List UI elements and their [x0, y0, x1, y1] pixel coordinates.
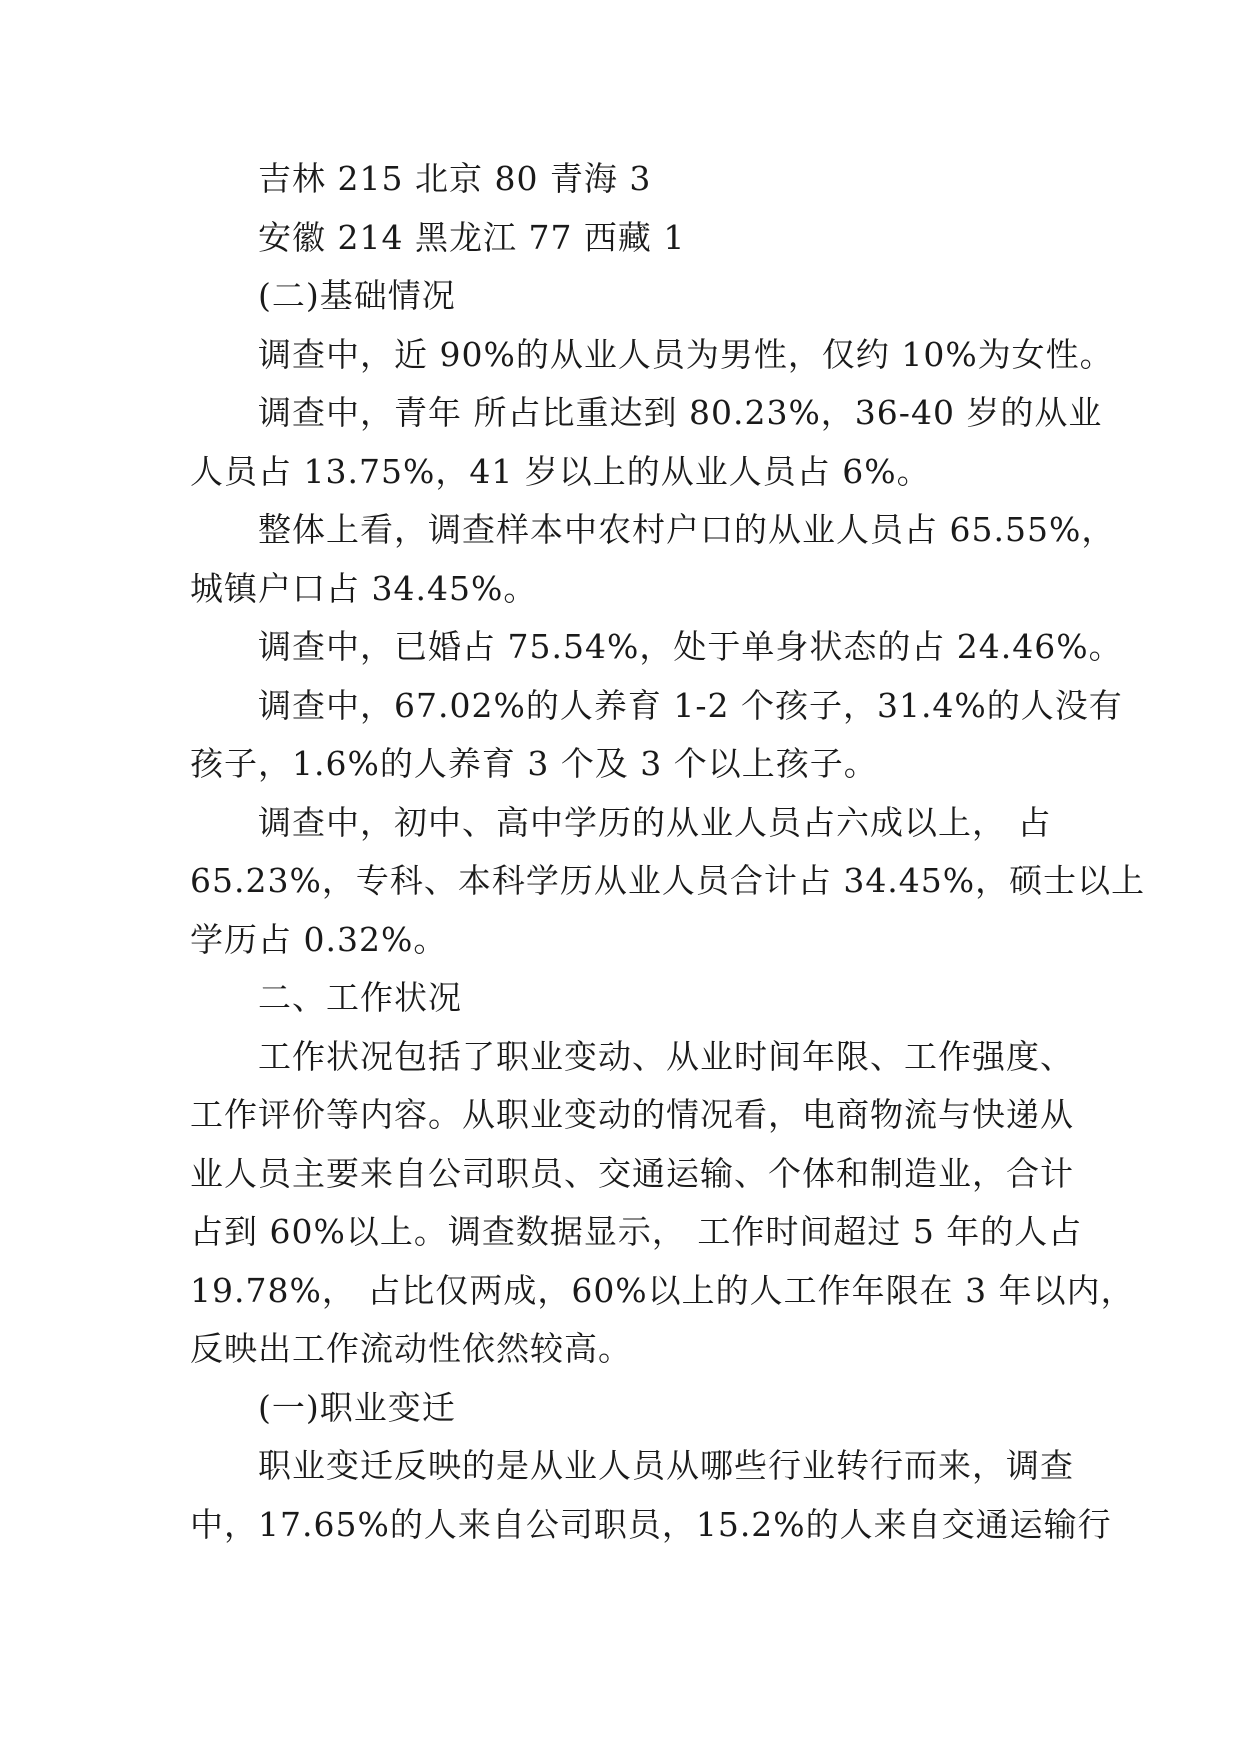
text-line: 调查中，初中、高中学历的从业人员占六成以上， 占 — [258, 802, 1052, 842]
text-line: 业人员主要来自公司职员、交通运输、个体和制造业，合计 — [190, 1153, 1074, 1193]
text-line: 工作状况包括了职业变动、从业时间年限、工作强度、 — [258, 1036, 1074, 1076]
text-line: 安徽 214 黑龙江 77 西藏 1 — [258, 217, 686, 257]
text-line: (一)职业变迁 — [258, 1387, 456, 1427]
text-line: 中，17.65%的人来自公司职员，15.2%的人来自交通运输行 — [190, 1504, 1112, 1544]
text-line: (二)基础情况 — [258, 276, 456, 315]
document-body — [190, 150, 1146, 1554]
text-line: 19.78%， 占比仅两成，60%以上的人工作年限在 3 年以内， — [190, 1270, 1135, 1310]
text-line: 城镇户口占 34.45%。 — [190, 568, 538, 608]
text-line: 二、工作状况 — [258, 978, 462, 1017]
text-line: 65.23%，专科、本科学历从业人员合计占 34.45%，硕士以上 — [190, 861, 1146, 900]
text-line: 整体上看，调查样本中农村户口的从业人员占 65.55%， — [258, 510, 1116, 549]
text-line: 孩子，1.6%的人养育 3 个及 3 个以上孩子。 — [190, 744, 878, 783]
text-line: 人员占 13.75%，41 岁以上的从业人员占 6%。 — [190, 451, 931, 491]
text-line: 工作评价等内容。从职业变动的情况看，电商物流与快递从 — [190, 1095, 1074, 1134]
text-line: 调查中，青年 所占比重达到 80.23%，36-40 岁的从业 — [258, 393, 1103, 432]
text-line: 吉林 215 北京 80 青海 3 — [258, 159, 652, 198]
text-line: 调查中，已婚占 75.54%，处于单身状态的占 24.46%。 — [258, 627, 1123, 666]
text-line: 职业变迁反映的是从业人员从哪些行业转行而来，调查 — [258, 1446, 1074, 1485]
text-line: 学历占 0.32%。 — [190, 919, 448, 959]
text-line: 反映出工作流动性依然较高。 — [190, 1329, 632, 1368]
text-line: 调查中，近 90%的从业人员为男性，仅约 10%为女性。 — [258, 334, 1114, 374]
text-line: 调查中，67.02%的人养育 1-2 个孩子，31.4%的人没有 — [258, 685, 1123, 725]
text-line: 占到 60%以上。调查数据显示， 工作时间超过 5 年的人占 — [190, 1212, 1083, 1251]
